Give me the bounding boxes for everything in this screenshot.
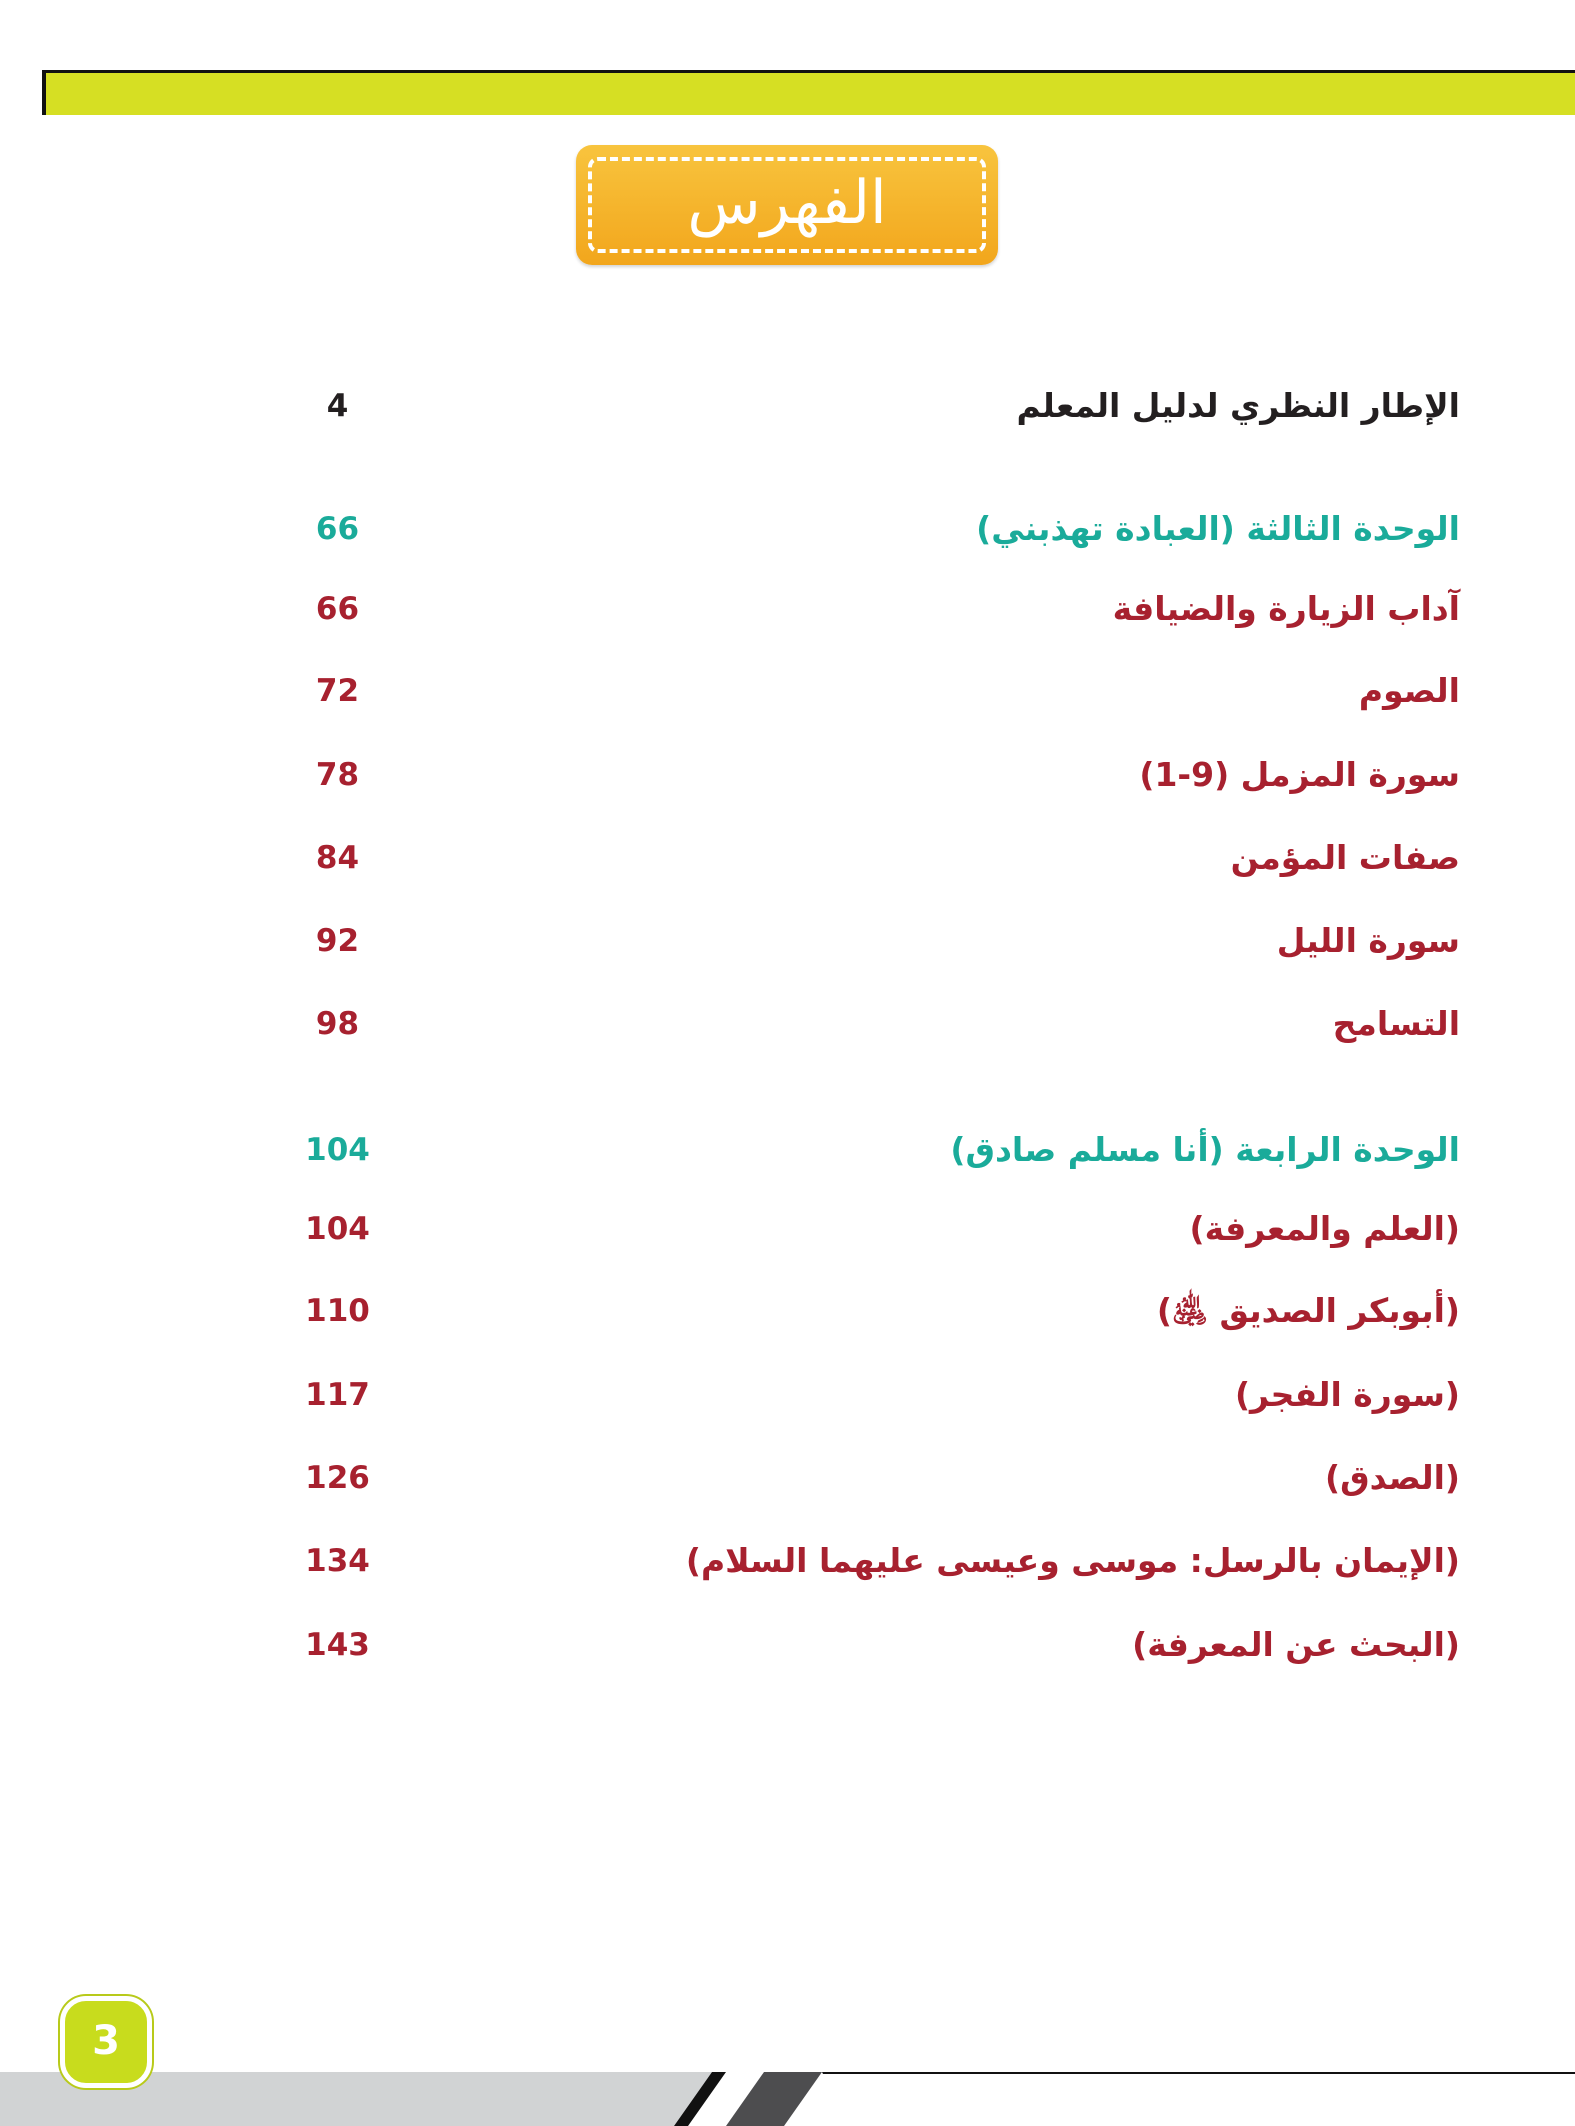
toc-row[interactable] (280, 1281, 1460, 1341)
toc-unit-label: الوحدة الرابعة (أنا مسلم صادق) (950, 1130, 1460, 1169)
toc-row[interactable] (280, 1615, 1460, 1675)
toc-row-theory[interactable] (280, 376, 1460, 436)
toc-unit-label: الوحدة الثالثة (العبادة تهذبني) (976, 509, 1460, 548)
toc-row[interactable] (280, 579, 1460, 639)
toc-page-number: 104 (305, 1132, 370, 1168)
toc-page-number: 117 (305, 1377, 370, 1413)
toc-label: الصوم (1358, 671, 1460, 710)
toc-row[interactable] (280, 661, 1460, 721)
toc-page-number: 66 (315, 591, 360, 627)
toc-page-number: 110 (305, 1293, 370, 1329)
toc-page-number: 4 (326, 388, 349, 424)
toc-page-number: 66 (315, 511, 360, 547)
toc-row[interactable] (280, 1448, 1460, 1508)
toc-page-number: 126 (305, 1460, 370, 1496)
toc-label: سورة الليل (1276, 921, 1460, 960)
toc-label: التسامح (1332, 1004, 1460, 1043)
toc-row[interactable] (280, 1365, 1460, 1425)
toc-page-number: 72 (315, 673, 360, 709)
toc-label: (الصدق) (1325, 1458, 1460, 1497)
title-badge (576, 145, 998, 265)
toc-row[interactable] (280, 745, 1460, 805)
toc-label: صفات المؤمن (1230, 838, 1460, 877)
toc-page-number: 98 (315, 1006, 360, 1042)
toc-row-unit-4[interactable] (280, 1120, 1460, 1180)
header-bar (42, 70, 1575, 115)
toc-label: الإطار النظري لدليل المعلم (1016, 386, 1460, 425)
toc-row[interactable] (280, 1531, 1460, 1591)
toc-page-number: 92 (315, 923, 360, 959)
toc-row[interactable] (280, 994, 1460, 1054)
toc-label: (العلم والمعرفة) (1189, 1209, 1460, 1248)
footer-decoration (0, 2050, 1575, 2126)
toc-row[interactable] (280, 1199, 1460, 1259)
toc-label: (سورة الفجر) (1234, 1375, 1460, 1414)
toc-page-number: 134 (305, 1543, 370, 1579)
toc-row[interactable] (280, 828, 1460, 888)
toc-page-number: 104 (305, 1211, 370, 1247)
toc-row[interactable] (280, 911, 1460, 971)
toc-page-number: 78 (315, 757, 360, 793)
page-number-badge: 3 (60, 1996, 152, 2088)
toc-label: (أبوبكر الصديق ﵁) (1156, 1291, 1460, 1330)
toc-row-unit-3[interactable] (280, 499, 1460, 559)
toc-label: (البحث عن المعرفة) (1132, 1625, 1460, 1664)
toc-label: آداب الزيارة والضيافة (1112, 589, 1460, 628)
toc-label: سورة المزمل (9-1) (1139, 755, 1460, 794)
toc-page-number: 84 (315, 840, 360, 876)
toc-label: (الإيمان بالرسل: موسى وعيسى عليهما السلام) (685, 1541, 1460, 1580)
page-title: الفهرس (687, 168, 887, 238)
toc-page-number: 143 (305, 1627, 370, 1663)
